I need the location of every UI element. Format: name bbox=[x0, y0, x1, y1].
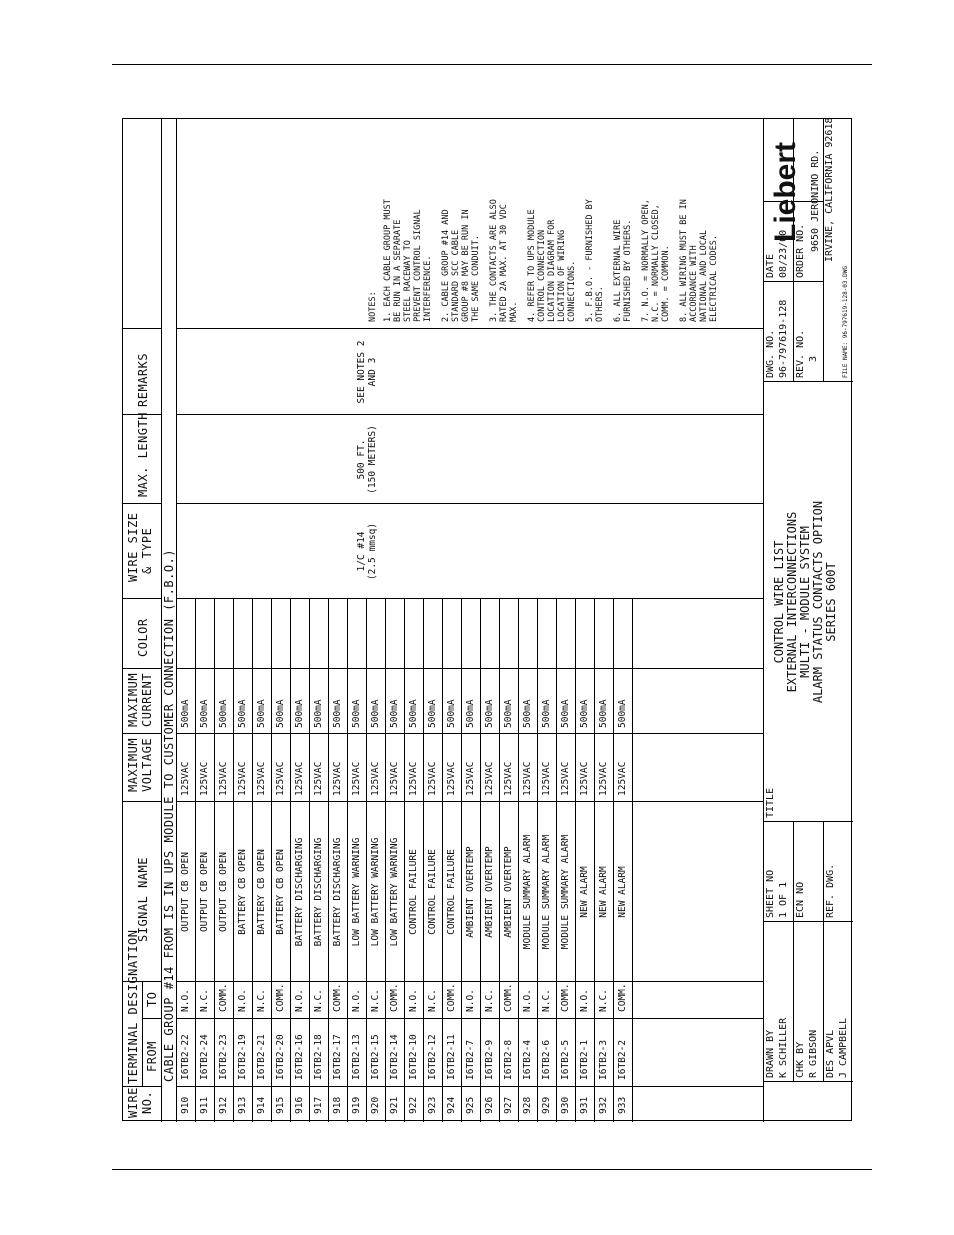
row-line bbox=[613, 599, 614, 1122]
max-current: 500mA bbox=[294, 699, 305, 728]
max-current: 500mA bbox=[351, 699, 362, 728]
title-line: SERIES 600T bbox=[824, 562, 838, 642]
terminal-from: I6TB2-13 bbox=[351, 1034, 362, 1080]
date-label: DATE bbox=[765, 253, 776, 278]
wire-number: 924 bbox=[446, 1096, 457, 1114]
wire-number: 922 bbox=[408, 1096, 419, 1114]
terminal-from: I6TB2-22 bbox=[180, 1034, 191, 1080]
max-current: 500mA bbox=[389, 699, 400, 728]
wire-number: 911 bbox=[199, 1096, 210, 1114]
max-current: 500mA bbox=[180, 699, 191, 728]
dwg-no-label: DWG. NO. bbox=[765, 329, 776, 378]
row-line bbox=[594, 599, 595, 1122]
signal-name: OUTPUT CB OPEN bbox=[199, 851, 210, 933]
title-block-line bbox=[823, 822, 824, 1082]
max-current: 500mA bbox=[617, 699, 628, 728]
max-voltage: 125VAC bbox=[275, 761, 286, 796]
order-no-label: ORDER NO. bbox=[795, 223, 806, 278]
terminal-from: I6TB2-2 bbox=[617, 1039, 628, 1080]
row-line bbox=[309, 599, 310, 1122]
note-item: 8. ALL WIRING MUST BE IN ACCORDANCE WITH NATIONAL AND LOCAL ELECTRICAL CODES. bbox=[679, 199, 719, 322]
title-block-line bbox=[763, 821, 853, 822]
max-voltage-header: VOLTAGE bbox=[140, 737, 154, 792]
row-line bbox=[366, 599, 367, 1122]
max-length-value: (150 METERS) bbox=[366, 425, 378, 494]
title-block-line bbox=[793, 822, 794, 1082]
note-item: 6. ALL EXTERNAL WIRE FURNISHED BY OTHERS. bbox=[613, 219, 633, 322]
terminal-to: N.C. bbox=[484, 989, 495, 1012]
max-current: 500mA bbox=[408, 699, 419, 728]
max-current: 500mA bbox=[465, 699, 476, 728]
sheet-no: 1 OF 1 bbox=[778, 881, 789, 918]
terminal-from: I6TB2-3 bbox=[598, 1039, 609, 1080]
max-voltage: 125VAC bbox=[294, 761, 305, 796]
header-column-line bbox=[123, 598, 161, 599]
signal-name: MODULE SUMMARY ALARM bbox=[560, 834, 571, 950]
row-line bbox=[404, 599, 405, 1122]
max-current: 500mA bbox=[446, 699, 457, 728]
max-current: 500mA bbox=[541, 699, 552, 728]
row-line bbox=[290, 599, 291, 1122]
max-voltage: 125VAC bbox=[199, 761, 210, 796]
terminal-to: N.C. bbox=[199, 989, 210, 1012]
row-line bbox=[499, 599, 500, 1122]
signal-name: NEW ALARM bbox=[617, 866, 628, 918]
signal-name: BATTERY CB OPEN bbox=[275, 849, 286, 935]
row-line bbox=[195, 599, 196, 1122]
max-voltage: 125VAC bbox=[256, 761, 267, 796]
max-current: 500mA bbox=[579, 699, 590, 728]
terminal-from: I6TB2-10 bbox=[408, 1034, 419, 1080]
terminal-from: I6TB2-17 bbox=[332, 1034, 343, 1080]
wire-size-value: (2.5 mmsq) bbox=[366, 522, 378, 581]
wire-number: 921 bbox=[389, 1096, 400, 1114]
terminal-from: I6TB2-19 bbox=[237, 1034, 248, 1080]
signal-name: BATTERY DISCHARGING bbox=[332, 837, 343, 947]
max-voltage-header: MAXIMUM bbox=[126, 737, 140, 792]
group-row-line bbox=[176, 119, 177, 1122]
wire-number: 920 bbox=[370, 1096, 381, 1114]
title-line: CONTROL WIRE LIST bbox=[772, 540, 786, 664]
terminal-from: I6TB2-5 bbox=[560, 1039, 571, 1080]
file-name: FILE NAME: 96-797619-128-03.DWG bbox=[842, 266, 849, 378]
terminal-from: I6TB2-24 bbox=[199, 1034, 210, 1080]
terminal-to: N.O. bbox=[522, 989, 533, 1012]
rev-no: 3 bbox=[808, 355, 819, 362]
terminal-from: I6TB2-6 bbox=[541, 1039, 552, 1080]
wire-number: 910 bbox=[180, 1096, 191, 1114]
terminal-from: I6TB2-15 bbox=[370, 1034, 381, 1080]
wire-number: 915 bbox=[275, 1096, 286, 1114]
signal-name: OUTPUT CB OPEN bbox=[218, 851, 229, 933]
max-voltage: 125VAC bbox=[617, 761, 628, 796]
company-logo: Liebert bbox=[769, 141, 802, 242]
wire-number: 927 bbox=[503, 1096, 514, 1114]
terminal-to: COMM. bbox=[218, 983, 229, 1012]
max-voltage: 125VAC bbox=[237, 761, 248, 796]
notes-title: NOTES: bbox=[368, 291, 378, 322]
chk-by: R GIBSON bbox=[808, 1029, 819, 1078]
remarks-header: REMARKS bbox=[136, 352, 150, 407]
wire-number: 932 bbox=[598, 1096, 609, 1114]
wire-number: 914 bbox=[256, 1096, 267, 1114]
signal-name-header: SIGNAL NAME bbox=[136, 857, 150, 942]
signal-name: AMBIENT OVERTEMP bbox=[465, 846, 476, 938]
wire-number: 917 bbox=[313, 1096, 324, 1114]
max-voltage: 125VAC bbox=[313, 761, 324, 796]
chk-by-label: CHK BY bbox=[795, 1041, 806, 1078]
terminal-header-split bbox=[142, 982, 143, 1087]
title-line: EXTERNAL INTERCONNECTIONS bbox=[785, 511, 799, 693]
wire-number: 912 bbox=[218, 1096, 229, 1114]
table-column-line bbox=[176, 733, 763, 734]
row-line bbox=[328, 599, 329, 1122]
top-rule bbox=[112, 64, 872, 65]
row-line bbox=[442, 599, 443, 1122]
signal-name: LOW BATTERY WARNING bbox=[351, 837, 362, 947]
table-column-line bbox=[176, 414, 763, 415]
terminal-to: COMM. bbox=[503, 983, 514, 1012]
terminal-from: I6TB2-8 bbox=[503, 1039, 514, 1080]
remarks-value: SEE NOTES 2 bbox=[355, 340, 367, 404]
wire-number: 919 bbox=[351, 1096, 362, 1114]
des-apvl-label: DES APVL bbox=[825, 1029, 836, 1078]
signal-name: NEW ALARM bbox=[579, 866, 590, 918]
max-current: 500mA bbox=[275, 699, 286, 728]
signal-name: BATTERY CB OPEN bbox=[256, 849, 267, 935]
row-line bbox=[271, 599, 272, 1122]
max-current: 500mA bbox=[484, 699, 495, 728]
max-voltage: 125VAC bbox=[484, 761, 495, 796]
color-header: COLOR bbox=[136, 618, 150, 657]
max-current: 500mA bbox=[313, 699, 324, 728]
title-line: ALARM STATUS CONTACTS OPTION bbox=[811, 500, 825, 704]
note-item: 7. N.O. = NORMALLY OPEN, N.C. = NORMALLY CLOSED, COMM. = COMMON. bbox=[641, 199, 671, 322]
sheet-no-label: SHEET NO bbox=[765, 869, 776, 918]
terminal-to: N.C. bbox=[598, 989, 609, 1012]
max-length-value: 500 FT. bbox=[355, 439, 367, 480]
cable-group-label: CABLE GROUP #14 FROM IS IN UPS MODULE TO CUSTOMER CONNECTION (F.B.O.) bbox=[162, 549, 176, 1082]
title-block-line bbox=[763, 381, 853, 382]
drawn-by: K SCHILLER bbox=[778, 1017, 789, 1078]
max-current: 500mA bbox=[503, 699, 514, 728]
max-current: 500mA bbox=[237, 699, 248, 728]
header-column-line bbox=[123, 733, 161, 734]
max-current: 500mA bbox=[522, 699, 533, 728]
terminal-from: I6TB2-23 bbox=[218, 1034, 229, 1080]
terminal-to: N.C. bbox=[256, 989, 267, 1012]
wire-number: 929 bbox=[541, 1096, 552, 1114]
max-voltage: 125VAC bbox=[560, 761, 571, 796]
signal-name: BATTERY DISCHARGING bbox=[313, 837, 324, 947]
row-line bbox=[632, 599, 633, 1122]
terminal-from: I6TB2-16 bbox=[294, 1034, 305, 1080]
row-line bbox=[480, 599, 481, 1122]
dwg-no: 96-797619-128 bbox=[778, 299, 789, 378]
terminal-to: N.O. bbox=[294, 989, 305, 1012]
rev-no-label: REV. NO. bbox=[795, 329, 806, 378]
signal-name: BATTERY CB OPEN bbox=[237, 849, 248, 935]
wire-number: 930 bbox=[560, 1096, 571, 1114]
terminal-to: N.C. bbox=[370, 989, 381, 1012]
max-current-header: CURRENT bbox=[140, 672, 154, 727]
title-block-line bbox=[763, 1081, 853, 1082]
bottom-rule bbox=[112, 1169, 872, 1170]
signal-name: OUTPUT CB OPEN bbox=[180, 851, 191, 933]
signal-name: MODULE SUMMARY ALARM bbox=[541, 834, 552, 950]
terminal-to: N.O. bbox=[465, 989, 476, 1012]
max-length-header: MAX. LENGTH bbox=[136, 412, 150, 497]
terminal-to: N.O. bbox=[579, 989, 590, 1012]
signal-name: AMBIENT OVERTEMP bbox=[484, 846, 495, 938]
wire-number: 923 bbox=[427, 1096, 438, 1114]
terminal-from: I6TB2-20 bbox=[275, 1034, 286, 1080]
terminal-to: COMM. bbox=[389, 983, 400, 1012]
max-voltage: 125VAC bbox=[579, 761, 590, 796]
terminal-from: I6TB2-12 bbox=[427, 1034, 438, 1080]
terminal-from: I6TB2-14 bbox=[389, 1034, 400, 1080]
wire-number: 916 bbox=[294, 1096, 305, 1114]
signal-name: CONTROL FAILURE bbox=[427, 849, 438, 935]
table-column-line bbox=[176, 598, 763, 599]
signal-name: CONTROL FAILURE bbox=[446, 849, 457, 935]
title-line: MULTI - MODULE SYSTEM bbox=[798, 526, 812, 678]
max-current: 500mA bbox=[332, 699, 343, 728]
drawn-by-label: DRAWN BY bbox=[765, 1029, 776, 1078]
table-column-line bbox=[176, 328, 763, 329]
row-line bbox=[461, 599, 462, 1122]
ref-dwg-label: REF. DWG. bbox=[825, 863, 836, 918]
max-current: 500mA bbox=[256, 699, 267, 728]
signal-name: LOW BATTERY WARNING bbox=[370, 837, 381, 947]
terminal-from: I6TB2-11 bbox=[446, 1034, 457, 1080]
max-current: 500mA bbox=[427, 699, 438, 728]
ecn-no-label: ECN NO bbox=[795, 881, 806, 918]
wire-size-value: 1/C #14 bbox=[355, 531, 367, 572]
table-column-line bbox=[176, 503, 763, 504]
signal-name: NEW ALARM bbox=[598, 866, 609, 918]
terminal-to: N.O. bbox=[237, 989, 248, 1012]
signal-name: CONTROL FAILURE bbox=[408, 849, 419, 935]
terminal-to: N.C. bbox=[427, 989, 438, 1012]
max-current: 500mA bbox=[218, 699, 229, 728]
row-line bbox=[385, 599, 386, 1122]
terminal-to: N.C. bbox=[313, 989, 324, 1012]
wire-number: 913 bbox=[237, 1096, 248, 1114]
table-column-line bbox=[176, 668, 763, 669]
date: 08/23/00 bbox=[778, 229, 789, 278]
title-block-line bbox=[763, 921, 853, 922]
max-voltage: 125VAC bbox=[503, 761, 514, 796]
signal-name: AMBIENT OVERTEMP bbox=[503, 846, 514, 938]
max-current: 500mA bbox=[199, 699, 210, 728]
terminal-to: COMM. bbox=[275, 983, 286, 1012]
signal-name: LOW BATTERY WARNING bbox=[389, 837, 400, 947]
max-voltage: 125VAC bbox=[218, 761, 229, 796]
company-address: IRVINE, CALIFORNIA 92618 bbox=[824, 117, 835, 262]
terminal-to: N.O. bbox=[351, 989, 362, 1012]
header-column-line bbox=[123, 503, 161, 504]
max-voltage: 125VAC bbox=[427, 761, 438, 796]
title-block-line bbox=[763, 119, 764, 1082]
terminal-from: I6TB2-1 bbox=[579, 1039, 590, 1080]
header-column-line bbox=[123, 668, 161, 669]
wire-number: 925 bbox=[465, 1096, 476, 1114]
terminal-designation-header: TERMINAL DESIGNATION bbox=[126, 929, 140, 1084]
terminal-from: I6TB2-21 bbox=[256, 1034, 267, 1080]
company-address: 9650 JERONIMO RD. bbox=[810, 149, 821, 252]
row-line bbox=[252, 599, 253, 1122]
note-item: 1. EACH CABLE GROUP MUST BE RUN IN A SEPARATE STEEL RACEWAY TO PREVENT CONTROL SIGNAL INTERFERENCE. bbox=[383, 199, 433, 322]
row-line bbox=[214, 599, 215, 1122]
row-line bbox=[423, 599, 424, 1122]
max-voltage: 125VAC bbox=[465, 761, 476, 796]
terminal-to: COMM. bbox=[560, 983, 571, 1012]
terminal-to: N.O. bbox=[180, 989, 191, 1012]
note-item: 2. CABLE GROUP #14 AND STANDARD SCC CABLE GROUP #8 MAY BE RUN IN THE SAME CONDUIT. bbox=[441, 209, 481, 322]
row-line bbox=[347, 599, 348, 1122]
row-line bbox=[556, 599, 557, 1122]
from-header: FROM bbox=[145, 1041, 159, 1072]
max-voltage: 125VAC bbox=[180, 761, 191, 796]
max-voltage: 125VAC bbox=[370, 761, 381, 796]
max-current-header: MAXIMUM bbox=[126, 672, 140, 727]
wire-size-header: & TYPE bbox=[140, 527, 154, 574]
signal-name: MODULE SUMMARY ALARM bbox=[522, 834, 533, 950]
header-column-line bbox=[123, 328, 161, 329]
rotated-drawing bbox=[123, 119, 853, 1122]
to-header: TO bbox=[145, 991, 159, 1007]
table-column-line bbox=[176, 1086, 763, 1087]
title-label: TITLE bbox=[765, 787, 776, 818]
wire-no-header: WIRE bbox=[126, 1087, 140, 1118]
max-voltage: 125VAC bbox=[541, 761, 552, 796]
max-current: 500mA bbox=[560, 699, 571, 728]
terminal-from: I6TB2-7 bbox=[465, 1039, 476, 1080]
wire-no-header: NO. bbox=[140, 1090, 154, 1114]
max-voltage: 125VAC bbox=[522, 761, 533, 796]
row-line bbox=[518, 599, 519, 1122]
terminal-from: I6TB2-4 bbox=[522, 1039, 533, 1080]
terminal-from-to-divider bbox=[142, 1018, 161, 1019]
max-current: 500mA bbox=[370, 699, 381, 728]
row-line bbox=[537, 599, 538, 1122]
terminal-to: COMM. bbox=[332, 983, 343, 1012]
terminal-to: N.C. bbox=[541, 989, 552, 1012]
terminal-from-to-divider bbox=[176, 1018, 763, 1019]
max-voltage: 125VAC bbox=[351, 761, 362, 796]
note-item: 4. REFER TO UPS MODULE CONTROL CONNECTION LOCATION DIAGRAM FOR LOCATION OF WIRING CONNECTIONS. bbox=[527, 209, 577, 322]
terminal-from: I6TB2-9 bbox=[484, 1039, 495, 1080]
max-current: 500mA bbox=[598, 699, 609, 728]
row-line bbox=[575, 599, 576, 1122]
max-voltage: 125VAC bbox=[408, 761, 419, 796]
signal-name: BATTERY DISCHARGING bbox=[294, 837, 305, 947]
max-voltage: 125VAC bbox=[446, 761, 457, 796]
des-apvl: J CAMPBELL bbox=[838, 1017, 849, 1078]
max-voltage: 125VAC bbox=[332, 761, 343, 796]
remarks-value: AND 3 bbox=[366, 357, 378, 387]
wire-number: 931 bbox=[579, 1096, 590, 1114]
wire-number: 933 bbox=[617, 1096, 628, 1114]
terminal-to: COMM. bbox=[446, 983, 457, 1012]
header-column-line bbox=[123, 801, 161, 802]
terminal-from: I6TB2-18 bbox=[313, 1034, 324, 1080]
wire-number: 918 bbox=[332, 1096, 343, 1114]
row-line bbox=[233, 599, 234, 1122]
drawing-sheet bbox=[122, 118, 852, 1121]
note-item: 5. F.B.O. - FURNISHED BY OTHERS. bbox=[585, 199, 605, 322]
wire-number: 926 bbox=[484, 1096, 495, 1114]
terminal-to: N.O. bbox=[408, 989, 419, 1012]
wire-number: 928 bbox=[522, 1096, 533, 1114]
max-voltage: 125VAC bbox=[389, 761, 400, 796]
max-voltage: 125VAC bbox=[598, 761, 609, 796]
terminal-to: COMM. bbox=[617, 983, 628, 1012]
note-item: 3. THE CONTACTS ARE ALSO RATED 2A MAX. AT 30 VDC MAX. bbox=[489, 199, 519, 322]
wire-size-header: WIRE SIZE bbox=[126, 512, 140, 582]
